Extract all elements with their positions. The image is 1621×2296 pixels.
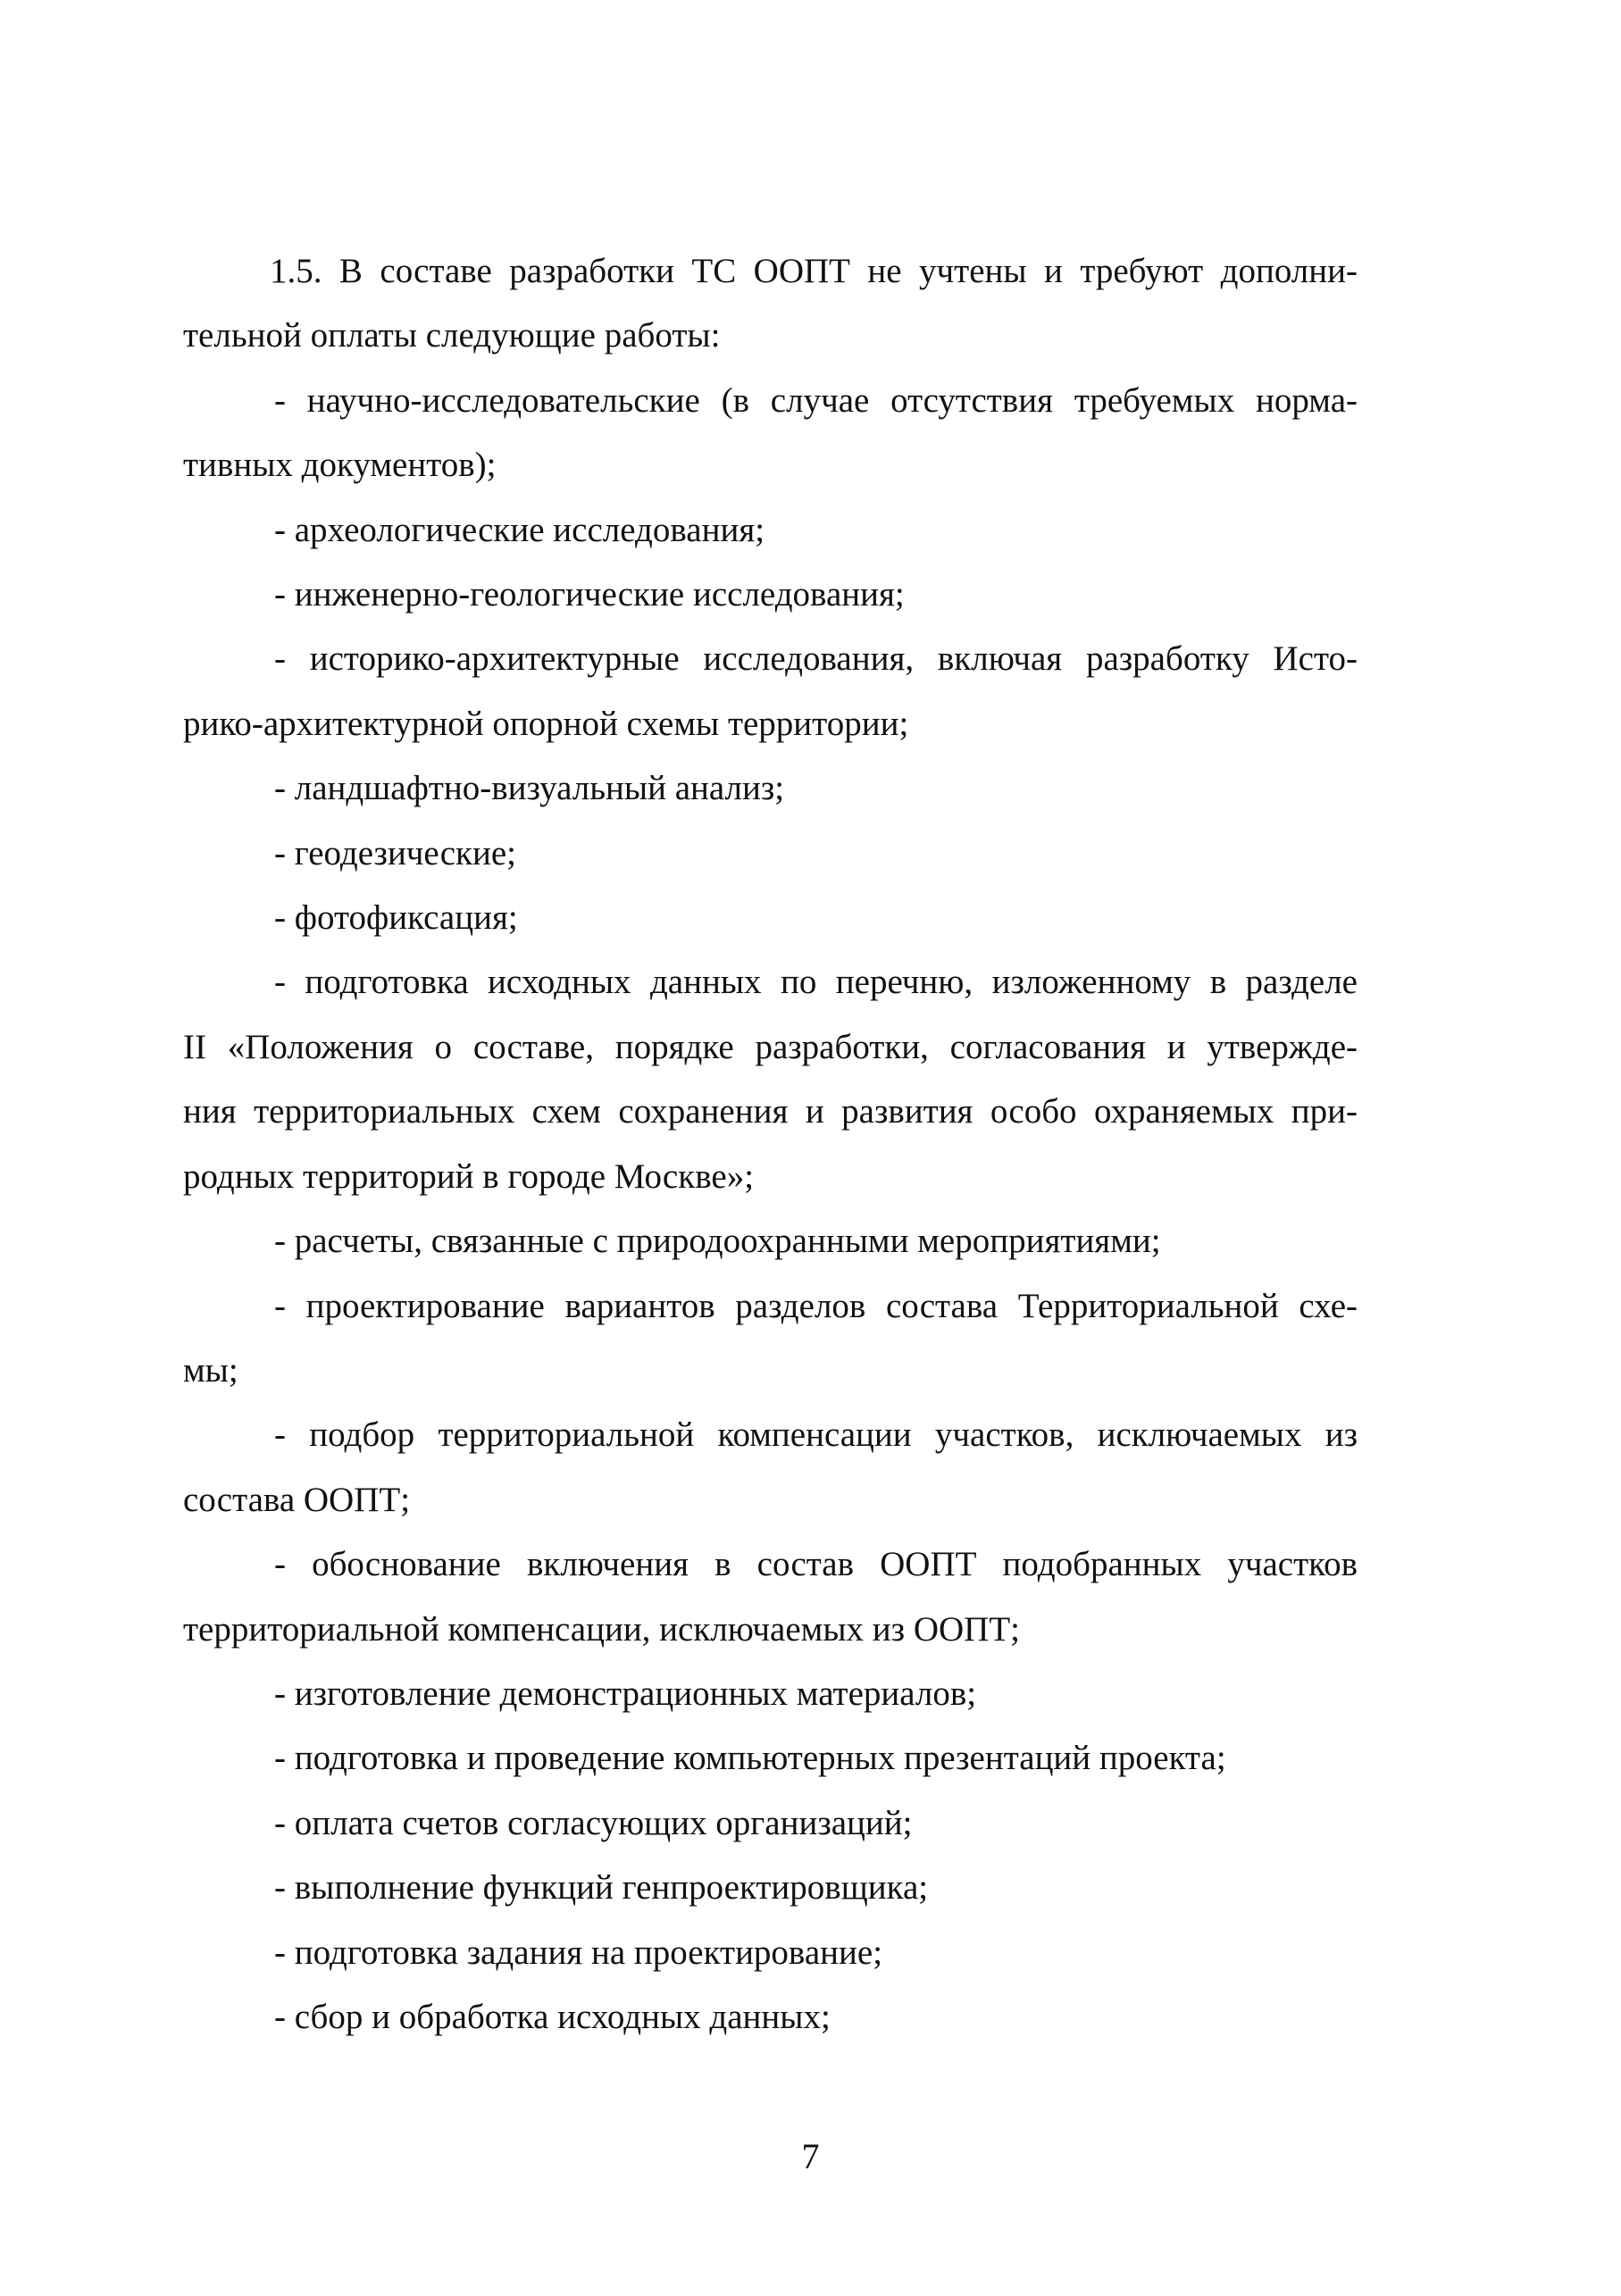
text-line: - обоснование включения в состав ООПТ подобранных участков bbox=[274, 1545, 1358, 1584]
list-item bbox=[183, 950, 1358, 1209]
list-item bbox=[183, 886, 1358, 950]
intro-paragraph bbox=[183, 239, 1358, 369]
list-item bbox=[183, 1532, 1358, 1662]
list-item bbox=[183, 627, 1358, 756]
text-line: состава ООПТ; bbox=[183, 1480, 411, 1519]
text-line: - историко-архитектурные исследования, включая разработку Исто- bbox=[274, 639, 1358, 679]
text-line: - инженерно-геологические исследования; bbox=[274, 575, 905, 614]
text-line: - геодезические; bbox=[274, 833, 516, 872]
list-item bbox=[183, 563, 1358, 627]
text-line: родных территорий в городе Москве»; bbox=[183, 1156, 755, 1196]
text-line: 1.5. В составе разработки ТС ООПТ не учтены и требуют дополни- bbox=[270, 252, 1358, 290]
text-line: тельной оплаты следующие работы: bbox=[183, 316, 721, 355]
text-line: - выполнение функций генпроектировщика; bbox=[274, 1868, 929, 1908]
text-line: - изготовление демонстрационных материалов; bbox=[274, 1674, 977, 1713]
text-line: территориальной компенсации, исключаемых из ООПТ; bbox=[183, 1609, 1020, 1649]
list-item bbox=[183, 1791, 1358, 1856]
list-item bbox=[183, 1985, 1358, 2050]
text-line: - расчеты, связанные с природоохранными мероприятиями; bbox=[274, 1222, 1161, 1261]
document-body bbox=[183, 239, 1358, 2050]
text-line: мы; bbox=[183, 1350, 238, 1390]
text-line: тивных документов); bbox=[183, 446, 497, 485]
list-item bbox=[183, 1274, 1358, 1404]
text-line: - подготовка исходных данных по перечню, изложенному в разделе bbox=[274, 963, 1358, 1002]
text-line: - ландшафтно-визуальный анализ; bbox=[274, 769, 785, 808]
list-item bbox=[183, 1856, 1358, 1920]
text-line: - подбор территориальной компенсации участков, исключаемых из bbox=[274, 1415, 1358, 1455]
text-line: - подготовка задания на проектирование; bbox=[274, 1933, 883, 1972]
list-item bbox=[183, 1209, 1358, 1273]
list-item bbox=[183, 1726, 1358, 1791]
list-item bbox=[183, 756, 1358, 821]
text-line: рико-архитектурной опорной схемы территории; bbox=[183, 704, 909, 743]
text-line: - фотофиксация; bbox=[274, 898, 518, 938]
text-line: II «Положения о составе, порядке разработки, согласования и утвержде- bbox=[183, 1027, 1358, 1066]
text-line: - сбор и обработка исходных данных; bbox=[274, 1997, 831, 2036]
list-item bbox=[183, 498, 1358, 563]
text-line: - проектирование вариантов разделов состава Территориальной схе- bbox=[274, 1286, 1358, 1325]
text-line: ния территориальных схем сохранения и развития особо охраняемых при- bbox=[183, 1092, 1358, 1131]
text-line: - подготовка и проведение компьютерных презентаций проекта; bbox=[274, 1739, 1226, 1778]
text-line: - научно-исследовательские (в случае отсутствия требуемых норма- bbox=[274, 380, 1358, 420]
list-item bbox=[183, 1662, 1358, 1726]
list-item bbox=[183, 1921, 1358, 1985]
list-item bbox=[183, 1403, 1358, 1532]
list-item bbox=[183, 369, 1358, 498]
list-item bbox=[183, 822, 1358, 886]
page-number: 7 bbox=[801, 2136, 820, 2176]
text-line: - археологические исследования; bbox=[274, 510, 765, 549]
text-line: - оплата счетов согласующих организаций; bbox=[274, 1803, 913, 1842]
